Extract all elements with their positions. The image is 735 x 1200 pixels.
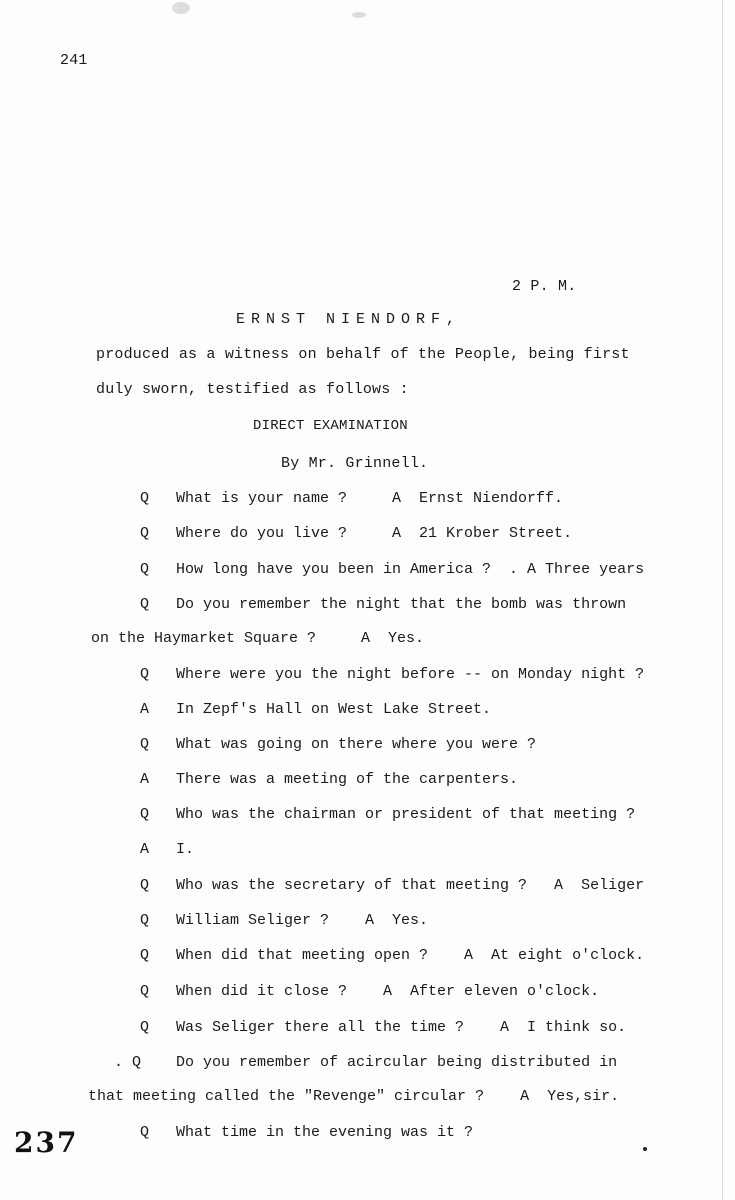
answer-mark: A <box>140 701 150 718</box>
ink-smudge <box>352 12 366 18</box>
testimony-line <box>0 1054 735 1074</box>
testimony-line <box>0 701 735 721</box>
question-mark: Q <box>140 596 150 613</box>
testimony-line-continuation <box>0 1088 735 1108</box>
line-text: In Zepf's Hall on West Lake Street. <box>176 701 492 718</box>
testimony-line-continuation <box>0 630 735 650</box>
line-text: on the Haymarket Square ? A Yes. <box>91 630 425 647</box>
question-mark: Q <box>140 736 150 753</box>
answer-mark: A <box>140 841 150 858</box>
testimony-line <box>0 596 735 616</box>
line-text: that meeting called the "Revenge" circular ? A Yes,sir. <box>88 1088 620 1105</box>
line-text: Where do you live ? A 21 Krober Street. <box>176 525 573 542</box>
handwritten-margin-note: 237 <box>14 1126 79 1159</box>
line-text: Was Seliger there all the time ? A I think so. <box>176 1019 627 1036</box>
line-text: Do you remember of acircular being distributed in <box>176 1054 618 1071</box>
ink-smudge <box>172 2 190 14</box>
line-text: William Seliger ? A Yes. <box>176 912 429 929</box>
testimony-line <box>0 806 735 826</box>
line-text: When did it close ? A After eleven o'clock. <box>176 983 600 1000</box>
line-text: There was a meeting of the carpenters. <box>176 771 519 788</box>
testimony-line <box>0 841 735 861</box>
line-text: Who was the chairman or president of that meeting ? <box>176 806 636 823</box>
testimony-line <box>0 1019 735 1039</box>
line-text: Who was the secretary of that meeting ? A Seliger <box>176 877 645 894</box>
line-text: How long have you been in America ? . A Three years <box>176 561 645 578</box>
testimony-line <box>0 490 735 510</box>
line-text: Do you remember the night that the bomb was thrown <box>176 596 627 613</box>
testimony-line <box>0 736 735 756</box>
ink-dot <box>643 1147 647 1151</box>
intro-line-2: duly sworn, testified as follows : <box>96 381 409 398</box>
line-text: I. <box>176 841 195 858</box>
question-mark: Q <box>140 1019 150 1036</box>
question-mark: Q <box>140 666 150 683</box>
answer-mark: A <box>140 771 150 788</box>
question-mark: Q <box>140 806 150 823</box>
line-text: Where were you the night before -- on Monday night ? <box>176 666 645 683</box>
question-mark: Q <box>140 1124 150 1141</box>
line-text: When did that meeting open ? A At eight o'clock. <box>176 947 645 964</box>
examiner-byline: By Mr. Grinnell. <box>281 455 429 472</box>
intro-line-1: produced as a witness on behalf of the People, being first <box>96 346 630 363</box>
line-text: What time in the evening was it ? <box>176 1124 474 1141</box>
question-mark: Q <box>140 912 150 929</box>
line-text: What was going on there where you were ? <box>176 736 537 753</box>
witness-name: ERNST NIENDORF, <box>236 311 462 328</box>
testimony-line <box>0 666 735 686</box>
testimony-line <box>0 877 735 897</box>
session-time: 2 P. M. <box>512 278 577 295</box>
page-number: 241 <box>60 52 88 69</box>
testimony-line <box>0 983 735 1003</box>
testimony-line <box>0 561 735 581</box>
testimony-line <box>0 771 735 791</box>
testimony-line <box>0 1124 735 1144</box>
question-mark: . Q <box>114 1054 142 1071</box>
testimony-line <box>0 912 735 932</box>
question-mark: Q <box>140 983 150 1000</box>
question-mark: Q <box>140 525 150 542</box>
question-mark: Q <box>140 947 150 964</box>
line-text: What is your name ? A Ernst Niendorff. <box>176 490 564 507</box>
section-heading: DIRECT EXAMINATION <box>253 418 408 434</box>
testimony-line <box>0 947 735 967</box>
question-mark: Q <box>140 561 150 578</box>
question-mark: Q <box>140 877 150 894</box>
testimony-line <box>0 525 735 545</box>
question-mark: Q <box>140 490 150 507</box>
